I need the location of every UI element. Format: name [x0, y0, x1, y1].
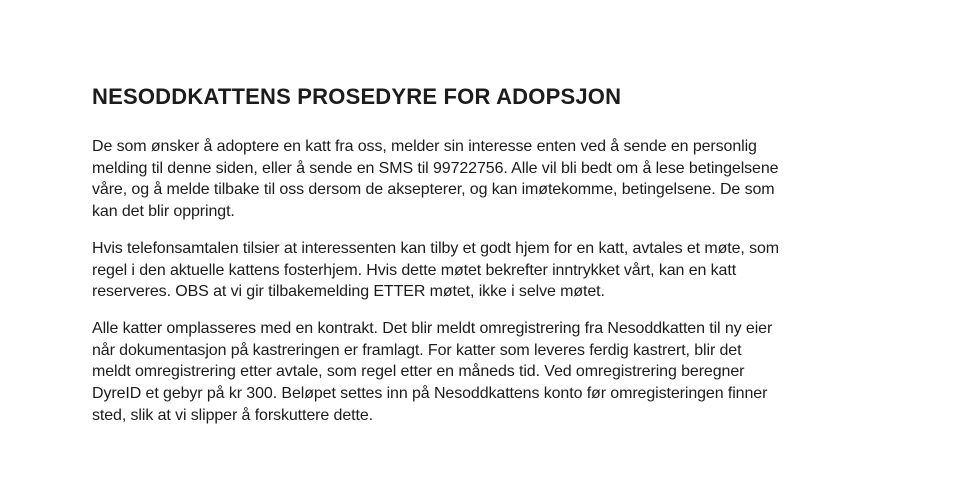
document-page — [92, 84, 882, 426]
text-line: Hvis telefonsamtalen tilsier at interessenten kan tilby et godt hjem for en katt, avtales et møte, som — [92, 239, 780, 257]
text-line: meldt omregistrering etter avtale, som regel etter en måneds tid. Ved omregistrering beregner — [92, 363, 745, 381]
page-title: NESODDKATTENS PROSEDYRE FOR ADOPSJON — [92, 84, 622, 109]
text-line: De som ønsker å adoptere en katt fra oss, melder sin interesse enten ved å sende en personlig — [92, 138, 757, 155]
paragraph — [92, 238, 882, 303]
text-line: regel i den aktuelle kattens fosterhjem. Hvis dette møtet bekrefter inntrykket vårt, kan en katt — [92, 261, 737, 279]
paragraph — [92, 318, 882, 427]
text-line: når dokumentasjon på kastreringen er framlagt. For katter som leveres ferdig kastrert, blir det — [92, 341, 742, 359]
document-body — [92, 136, 882, 426]
text-line: melding til denne siden, eller å sende en SMS til 99722756. Alle vil bli bedt om å lese betingelsene — [92, 159, 779, 177]
text-line: reserveres. OBS at vi gir tilbakemelding ETTER møtet, ikke i selve møtet. — [92, 283, 605, 301]
text-line: kan det blir oppringt. — [92, 203, 235, 221]
paragraph — [92, 136, 882, 223]
text-line: sted, slik at vi slipper å forskuttere dette. — [92, 406, 373, 424]
text-line: DyreID et gebyr på kr 300. Beløpet settes inn på Nesoddkattens konto før omregisteringen finner — [92, 385, 768, 403]
text-line: Alle katter omplasseres med en kontrakt. Det blir meldt omregistrering fra Nesoddkatten til ny eier — [92, 319, 773, 337]
text-line: våre, og å melde tilbake til oss dersom de aksepterer, og kan imøtekomme, betingelsene. De som — [92, 181, 775, 199]
